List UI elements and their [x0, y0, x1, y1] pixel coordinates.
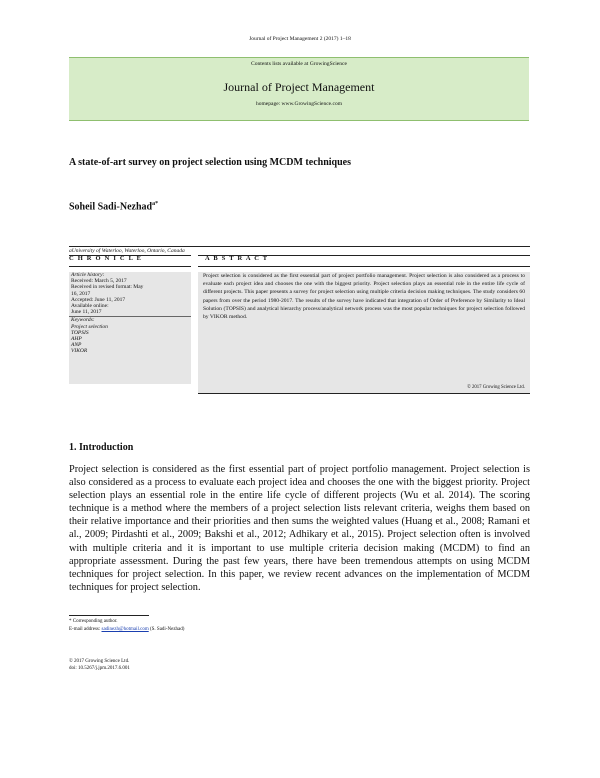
revised-date-line-1: Received in revised format: May: [71, 284, 144, 291]
keyword-item: ANP: [71, 342, 82, 349]
section-heading-introduction: 1. Introduction: [69, 442, 134, 453]
author: [69, 201, 158, 212]
introduction-paragraph: Project selection is considered as the first essential part of project portfolio management. Project selection is also considered as a process to evaluate each project idea and chooses the one with the biggest priority. Project selection plays an essential role in the entire life cycle of different projects (Wu et al. 2014). The scoring technique is a method where the members of a project selection lists relevant criteria, weighs them based on their relative importance and their priorities and then sums the weighted values (Huang et al., 2008; Ramani et al., 2009; Pirdashti et al., 2009; Bakshi et al., 2012; Adhikary et al., 2015). Project selection often is involved with multiple criteria and it is important to use multiple criteria decision making (MCDM) to find an appropriate assessment. During the past few years, there have been tremendous attempts on using MCDM techniques for project selection. In this paper, we review recent advances on the implementation of MCDM techniques for project selection.: [69, 464, 530, 593]
keyword-item: TOPSIS: [71, 329, 89, 336]
author-name: Soheil Sadi-Nezhad: [69, 201, 153, 213]
abstract-text: Project selection is considered as the first essential part of project portfolio management. Project selection is also considered as a process to evaluate each project idea and chooses the one with the biggest priority. Project selection plays an essential role in the entire life cycle of different projects. This paper presents a survey for project selection using multiple criteria decision making techniques. The study considers 60 papers from over the period 1980-2017. The results of the survey have indicated that integration of Order of Preference by Similarity to Ideal Solution (TOPSIS) and analytical hierarchy process/analytical network process was the most popular techniques for project selection followed by VIKOR method.: [203, 273, 525, 321]
keyword-item: Project selection: [71, 323, 108, 330]
corresponding-author-note: * Corresponding author.: [69, 619, 118, 624]
contents-availability-line: Contents lists available at GrowingScience: [250, 61, 347, 67]
article-chronicle: [69, 272, 191, 384]
keywords-label: Keywords:: [71, 317, 95, 324]
paper-title: A state-of-art survey on project selection using MCDM techniques: [69, 157, 351, 168]
abstract-bottom-rule: [198, 393, 530, 394]
keyword-item: VIKOR: [71, 348, 88, 355]
author-affiliation-mark: a*: [152, 201, 159, 207]
keyword-item: AHP: [71, 336, 82, 343]
journal-banner: [69, 57, 529, 121]
author-affiliation: aUniversity of Waterloo, Waterloo, Ontario, Canada: [69, 248, 185, 254]
abstract-heading: A B S T R A C T: [205, 255, 269, 262]
history-label: Article history:: [71, 272, 105, 278]
email-owner: (S. Sadi-Nezhad): [149, 627, 185, 632]
available-online-date: June 11, 2017: [71, 309, 102, 316]
journal-homepage: homepage: www.GrowingScience.com: [256, 101, 342, 107]
footer-copyright: © 2017 Growing Science Ltd.: [69, 659, 130, 664]
email-label: E-mail address:: [69, 627, 101, 632]
email-footnote: [69, 627, 184, 632]
footnote-rule: [69, 615, 149, 616]
available-online-label: Available online:: [71, 303, 109, 310]
doi: doi: 10.5267/j.jpm.2017.6.001: [69, 666, 130, 671]
received-date: Received: March 5, 2017: [71, 278, 127, 285]
affiliation-rule: [69, 246, 530, 247]
chronicle-heading: C H R O N I C L E: [69, 255, 143, 262]
revised-date-line-2: 16, 2017: [71, 290, 91, 297]
accepted-date: Accepted: June 11, 2017: [71, 296, 126, 303]
email-link[interactable]: sadinezh@hotmail.com: [101, 627, 149, 632]
chronicle-heading-rule: [69, 266, 191, 267]
journal-citation-line: Journal of Project Management 2 (2017) 1–18: [249, 36, 351, 42]
abstract-box: [198, 272, 530, 393]
journal-title: Journal of Project Management: [223, 80, 375, 94]
abstract-heading-rule: [198, 266, 530, 267]
abstract-copyright: © 2017 Growing Science Ltd.: [467, 385, 525, 390]
